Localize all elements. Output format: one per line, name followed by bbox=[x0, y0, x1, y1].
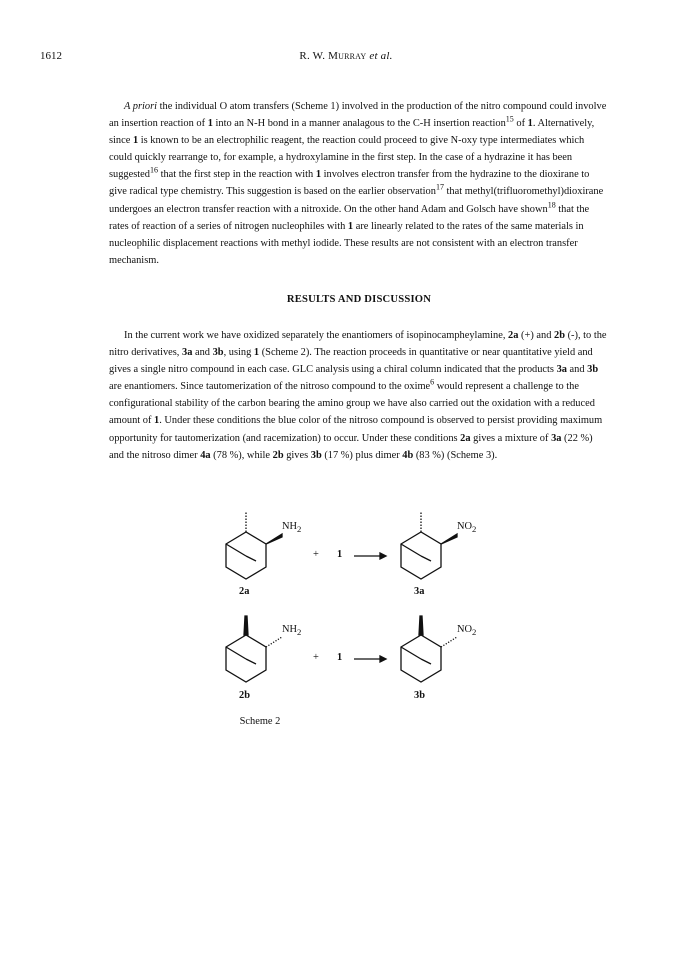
text: would represent a challenge to the configurational stability of the carbon bearing the amino group we have also carried out the oxidation with a reduced amount of bbox=[109, 381, 595, 427]
molecule-2b bbox=[226, 616, 282, 682]
compound-ref: 1 bbox=[347, 220, 354, 232]
molecule-2a bbox=[226, 511, 282, 579]
scheme-caption: Scheme 2 bbox=[239, 716, 281, 727]
text: (+) and bbox=[518, 330, 554, 341]
intro-paragraph bbox=[109, 98, 609, 269]
subscript: 2 bbox=[297, 524, 302, 535]
molecule-3b bbox=[401, 616, 457, 682]
compound-ref: 3b bbox=[587, 364, 599, 376]
text: and bbox=[566, 364, 588, 376]
running-head-author: R. W. bbox=[299, 50, 329, 62]
text: that the rates of reaction of a series of nitrogen nucleophiles with bbox=[109, 203, 590, 232]
text: (83 %) (Scheme 3). bbox=[413, 449, 498, 461]
compound-ref: 3a bbox=[556, 364, 567, 376]
reagent-label: 1 bbox=[337, 652, 343, 663]
citation: 6 bbox=[430, 377, 435, 387]
compound-ref: 2a bbox=[460, 432, 471, 444]
text: into an N-H bond in a manner analagous to the C-H insertion reaction bbox=[212, 118, 506, 130]
text: that the first step in the reaction with bbox=[157, 169, 316, 181]
paragraph-text bbox=[109, 327, 609, 464]
page-number: 1612 bbox=[40, 50, 62, 62]
compound-ref: 3a bbox=[551, 432, 562, 444]
group-text: NH bbox=[282, 521, 298, 532]
compound-label: 3b bbox=[414, 690, 425, 701]
citation: 16 bbox=[149, 165, 158, 175]
text: In the current work we have oxidized separately the enantiomers of isopinocampheylamine, bbox=[124, 330, 509, 341]
text: the individual O atom transfers (Scheme 1) involved in the production of the nitro compound could involve an insertion reaction of bbox=[109, 101, 607, 130]
compound-ref: 2a bbox=[508, 330, 519, 341]
text: (17 %) plus dimer bbox=[321, 449, 403, 461]
running-head-etal: et al. bbox=[369, 50, 393, 62]
compound-ref: 1 bbox=[315, 169, 322, 181]
compound-ref: 1 bbox=[253, 347, 260, 359]
section-heading: RESULTS AND DISCUSSION bbox=[286, 294, 432, 305]
running-head-author-surname: Murray bbox=[328, 50, 367, 62]
compound-label: 2b bbox=[239, 690, 250, 701]
subscript: 2 bbox=[472, 627, 477, 638]
scheme-2 bbox=[190, 506, 530, 736]
running-head bbox=[40, 50, 652, 62]
text: that methyl(trifluoromethyl)dioxirane undergoes an electron transfer reaction with a nitroxide. On the other hand Adam and Golsch have shown bbox=[109, 186, 604, 215]
text: gives bbox=[283, 449, 311, 461]
arrow-head bbox=[380, 553, 386, 559]
amine-group-label bbox=[282, 624, 301, 637]
compound-ref: 3a bbox=[182, 347, 193, 359]
group-text: NO bbox=[457, 521, 473, 532]
citation: 17 bbox=[435, 183, 444, 192]
citation: 18 bbox=[547, 200, 556, 210]
compound-ref: 4a bbox=[200, 449, 211, 461]
text-italic: A priori bbox=[124, 101, 158, 112]
text: (78 %), while bbox=[210, 449, 273, 461]
plus-sign: + bbox=[313, 652, 319, 663]
reagent-label: 1 bbox=[337, 549, 343, 560]
scheme-drawing bbox=[190, 506, 530, 736]
text: are linearly related to the rates of the same materials in nucleophilic displacement reactions with methyl iodide. These results are not consistent with an electron transfer mechanism. bbox=[109, 220, 584, 266]
group-text: NH bbox=[282, 624, 298, 635]
text: . Alternatively, since bbox=[109, 118, 595, 147]
amine-group-label bbox=[282, 521, 301, 534]
group-text: NO bbox=[457, 624, 473, 635]
compound-label: 2a bbox=[239, 586, 250, 597]
compound-ref: 1 bbox=[207, 118, 213, 130]
plus-sign: + bbox=[313, 549, 319, 560]
compound-ref: 1 bbox=[154, 415, 160, 427]
text: , using bbox=[223, 347, 254, 359]
subscript: 2 bbox=[472, 524, 477, 535]
text: is known to be an electrophilic reagent, the reaction could proceed to give N-oxy type intermediates which could quickly rearrange to, for example, a hydroxylamine in the first step. In the case of a hydrazine it has been suggested bbox=[109, 135, 585, 181]
compound-ref: 2b bbox=[272, 449, 284, 461]
results-paragraph bbox=[109, 327, 609, 464]
compound-ref: 3b bbox=[310, 449, 322, 461]
compound-ref: 1 bbox=[527, 118, 533, 130]
text: (-), to the nitro derivatives, bbox=[109, 330, 607, 359]
text: of bbox=[513, 118, 528, 130]
compound-ref: 3b bbox=[212, 347, 224, 359]
text: and bbox=[192, 347, 213, 359]
paragraph-text bbox=[109, 98, 609, 269]
compound-ref: 1 bbox=[132, 135, 139, 147]
text: (22 %) and the nitroso dimer bbox=[109, 432, 593, 461]
compound-ref: 4b bbox=[402, 449, 414, 461]
molecule-3a bbox=[401, 511, 457, 579]
text: are enantiomers. Since tautomerization of the nitroso compound to the oxime bbox=[109, 381, 431, 393]
text: gives a mixture of bbox=[470, 432, 552, 444]
compound-label: 3a bbox=[414, 586, 425, 597]
text: (Scheme 2). The reaction proceeds in quantitative or near quantitative yield and gives a single nitro compound in each case. GLC analysis using a chiral column indicated that the products bbox=[109, 347, 593, 376]
nitro-group-label bbox=[457, 624, 476, 637]
arrow-head bbox=[380, 656, 386, 662]
text: . Under these conditions the blue color of the nitroso compound is observed to persist providing maximum opportunity for tautomerization (and racemization) to occur. Under these conditions bbox=[109, 415, 603, 444]
page-header bbox=[40, 50, 652, 66]
subscript: 2 bbox=[297, 627, 302, 638]
text: involves electron transfer from the hydrazine to the dioxirane to give radical type chemistry. This suggestion is based on the earlier observation bbox=[109, 169, 590, 198]
citation: 15 bbox=[505, 114, 514, 124]
nitro-group-label bbox=[457, 521, 476, 534]
compound-ref: 2b bbox=[554, 330, 565, 341]
